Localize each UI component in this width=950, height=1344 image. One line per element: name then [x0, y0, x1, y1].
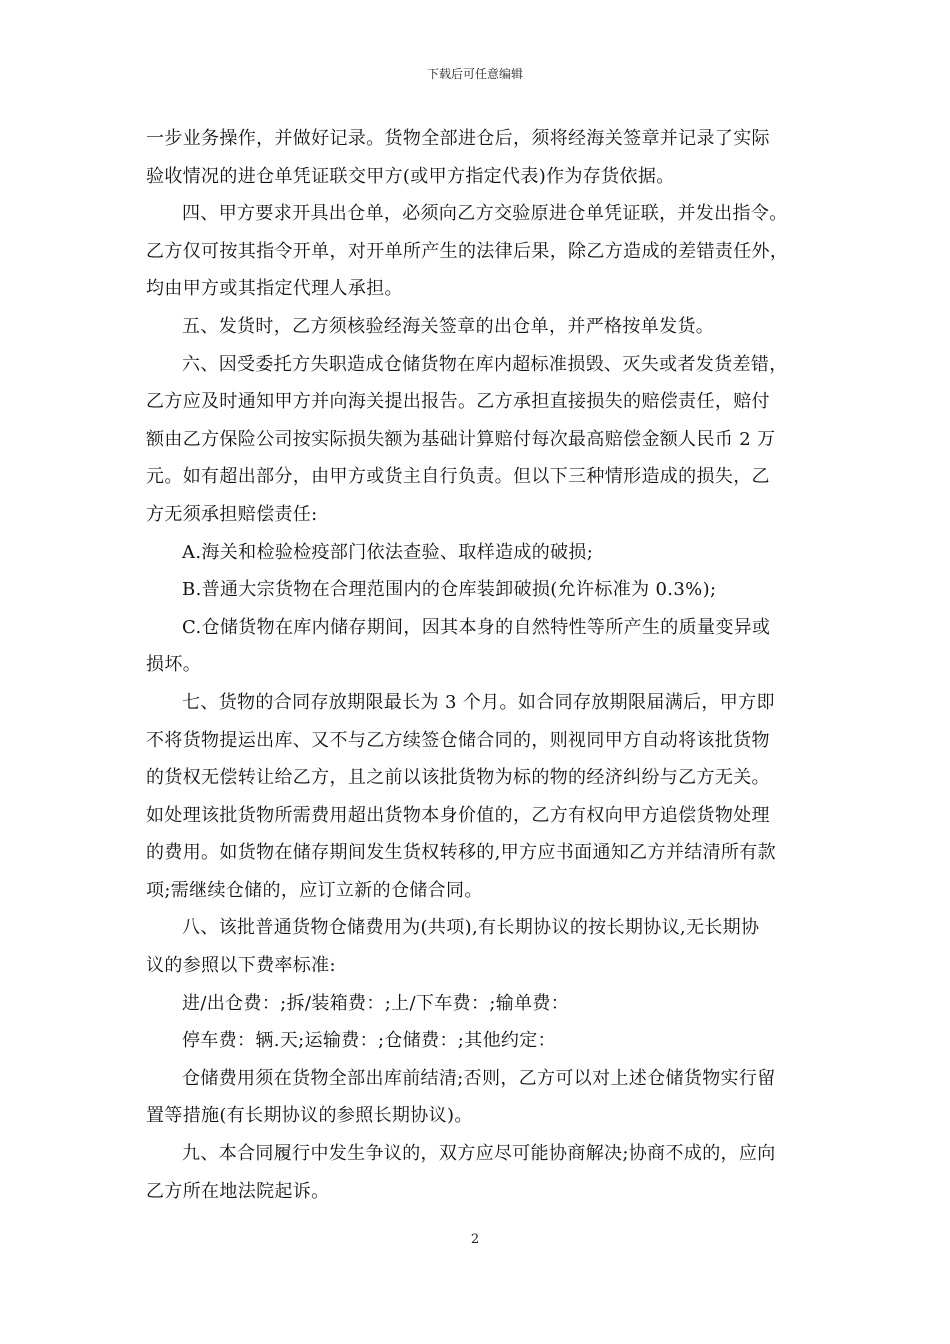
- text-line: 九、本合同履行中发生争议的，双方应尽可能协商解决;协商不成的，应向: [182, 1143, 776, 1165]
- item-c: [146, 609, 812, 684]
- paragraph-4: [146, 195, 812, 308]
- text-line: 的货权无偿转让给乙方，且之前以该批货物为标的物的经济纠纷与乙方无关。: [146, 767, 770, 789]
- text-line: 进/出仓费：;拆/装箱费：;上/下车费：;输单费：: [182, 992, 570, 1014]
- text-line: 的费用。如货物在储存期间发生货权转移的,甲方应书面通知乙方并结清所有款: [146, 842, 776, 864]
- item-a: [146, 534, 812, 572]
- text-line: 方无须承担赔偿责任:: [146, 503, 318, 525]
- text-line: 四、甲方要求开具出仓单，必须向乙方交验原进仓单凭证联，并发出指令。: [182, 203, 788, 225]
- text-line: 均由甲方或其指定代理人承担。: [146, 278, 403, 300]
- text-line: 五、发货时，乙方须核验经海关签章的出仓单，并严格按单发货。: [182, 315, 715, 337]
- item-b: [146, 571, 812, 609]
- text-line: 一步业务操作，并做好记录。货物全部进仓后，须将经海关签章并记录了实际: [146, 128, 770, 149]
- text-line: 乙方所在地法院起诉。: [146, 1180, 330, 1202]
- text-line: C.仓储货物在库内储存期间，因其本身的自然特性等所产生的质量变异或: [182, 616, 771, 638]
- text-line: 损坏。: [146, 654, 202, 676]
- text-line: 元。如有超出部分，由甲方或货主自行负责。但以下三种情形造成的损失，乙: [146, 466, 770, 488]
- document-body: [146, 120, 812, 1210]
- text-line: 不将货物提运出库、又不与乙方续签仓储合同的，则视同甲方自动将该批货物: [146, 729, 770, 751]
- text-line: 验收情况的进仓单凭证联交甲方(或甲方指定代表)作为存货依据。: [146, 165, 675, 187]
- text-line: B.普通大宗货物在合理范围内的仓库装卸破损(允许标准为 0.3%);: [182, 579, 717, 601]
- text-line: 七、货物的合同存放期限最长为 3 个月。如合同存放期限届满后，甲方即: [182, 691, 775, 713]
- text-line: 六、因受委托方失职造成仓储货物在库内超标准损毁、灭失或者发货差错，: [182, 353, 788, 375]
- paragraph-8-settlement: [146, 1060, 812, 1135]
- text-line: 项;需继续仓储的，应订立新的仓储合同。: [146, 879, 483, 901]
- paragraph-5: [146, 308, 812, 346]
- paragraph-7: [146, 684, 812, 910]
- page-header: 下载后可任意编辑: [426, 67, 523, 81]
- text-line: 乙方仅可按其指令开单，对开单所产生的法律后果，除乙方造成的差错责任外，: [146, 240, 789, 262]
- text-line: 如处理该批货物所需费用超出货物本身价值的，乙方有权向甲方追偿货物处理: [146, 804, 770, 826]
- text-line: A.海关和检验检疫部门依法查验、取样造成的破损;: [182, 541, 594, 563]
- text-line: 乙方应及时通知甲方并向海关提出报告。乙方承担直接损失的赔偿责任，赔付: [146, 391, 770, 413]
- text-line: 置等措施(有长期协议的参照长期协议)。: [146, 1105, 473, 1127]
- fee-line-1: [146, 985, 812, 1023]
- text-line: 额由乙方保险公司按实际损失额为基础计算赔付每次最高赔偿金额人民币 2 万: [146, 428, 776, 450]
- paragraph-9: [146, 1135, 812, 1210]
- page-number: 2: [470, 1232, 480, 1247]
- fee-line-2: [146, 1022, 812, 1060]
- text-line: 仓储费用须在货物全部出库前结清;否则，乙方可以对上述仓储货物实行留: [182, 1067, 776, 1089]
- paragraph-6: [146, 346, 812, 534]
- text-line: 八、该批普通货物仓储费用为(共项),有长期协议的按长期协议,无长期协: [182, 917, 760, 939]
- paragraph-3-continuation: [146, 120, 812, 195]
- text-line: 议的参照以下费率标准:: [146, 955, 336, 977]
- text-line: 停车费：辆.天;运输费：;仓储费：;其他约定：: [182, 1030, 556, 1052]
- paragraph-8: [146, 909, 812, 984]
